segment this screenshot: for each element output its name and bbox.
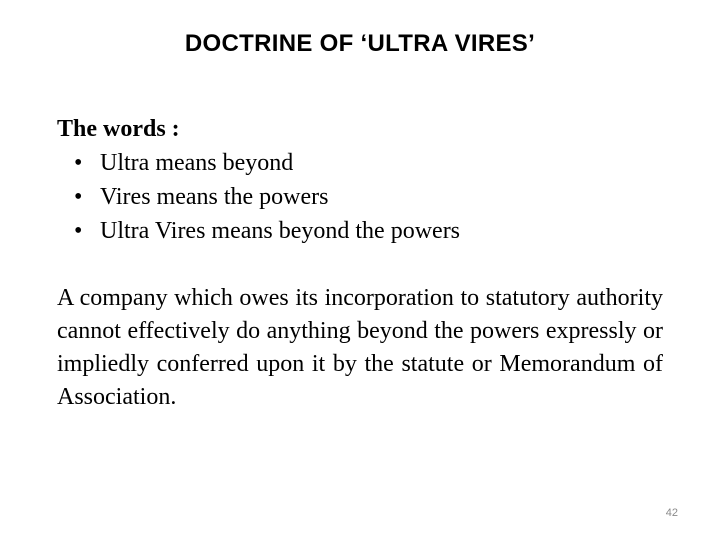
- slide-title: DOCTRINE OF ‘ULTRA VIRES’: [184, 30, 536, 57]
- bullet-dot: •: [74, 218, 83, 244]
- words-heading: The words :: [57, 116, 180, 142]
- bullet-text: Ultra means beyond: [100, 150, 294, 176]
- bullet-list: [74, 146, 460, 248]
- body-paragraph: A company which owes its incorporation to statutory authority cannot effectively do anything beyond the powers expressly or impliedly conferred upon it by the statute or Memorandum of Association.: [57, 285, 663, 410]
- bullet-item: [74, 180, 460, 214]
- bullet-text: Ultra Vires means beyond the powers: [100, 218, 461, 244]
- page-number: 42: [665, 507, 678, 519]
- bullet-dot: •: [74, 150, 83, 176]
- bullet-text: Vires means the powers: [100, 184, 329, 210]
- bullet-item: [74, 214, 460, 248]
- bullet-dot: •: [74, 184, 83, 210]
- bullet-item: [74, 146, 460, 180]
